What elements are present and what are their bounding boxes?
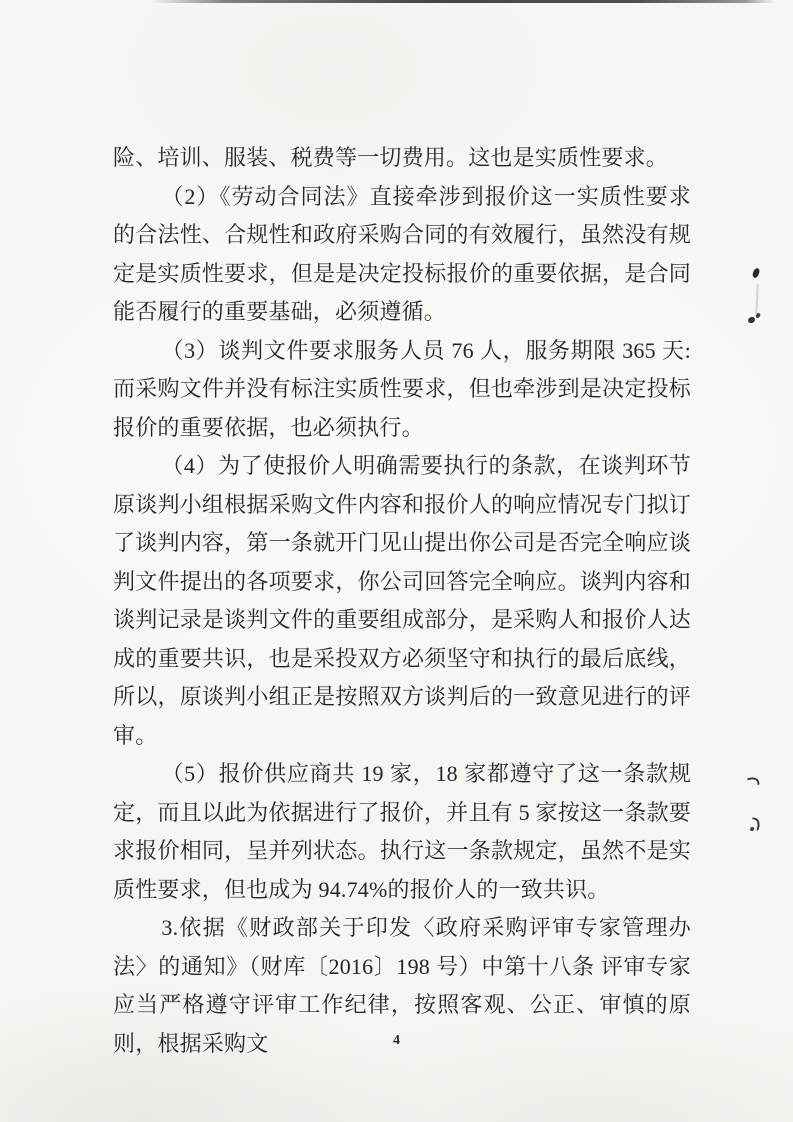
ink-mark-artifact <box>755 284 759 314</box>
ink-mark-artifact <box>748 316 756 323</box>
paragraph: （2）《劳动合同法》直接牵涉到报价这一实质性要求的合法性、合规性和政府采购合同的有效履行，虽然没有规定是实质性要求，但是是决定投标报价的重要依据，是合同能否履行的重要基础，必须遵循。 <box>113 183 691 324</box>
paragraph: 险、培训、服装、税费等一切费用。这也是实质性要求。 <box>113 145 669 170</box>
ink-mark-artifact <box>747 776 760 787</box>
ink-mark-artifact <box>752 267 761 278</box>
page-number: 4 <box>393 1033 400 1048</box>
document-body <box>113 139 691 1063</box>
paragraph: （5）报价供应商共 19 家，18 家都遵守了这一条款规定，而且以此为依据进行了报价，并且有 5 家按这一条款要求报价相同，呈并列状态。执行这一条款规定，虽然不是实质性要求，但也成为 94.74%的报价人的一致共识。 <box>113 761 691 902</box>
ink-mark-artifact <box>750 827 754 831</box>
paragraph: （3）谈判文件要求服务人员 76 人，服务期限 365 天:而采购文件并没有标注实质性要求，但也牵涉到是决定投标报价的重要依据，也必须执行。 <box>113 337 691 440</box>
ink-mark-artifact <box>750 817 762 831</box>
scan-edge-artifact <box>150 0 775 3</box>
paragraph: （4）为了使报价人明确需要执行的条款，在谈判环节原谈判小组根据采购文件内容和报价人的响应情况专门拟订了谈判内容，第一条就开门见山提出你公司是否完全响应谈判文件提出的各项要求，你公司回答完全响应。谈判内容和谈判记录是谈判文件的重要组成部分，是采购人和报价人达成的重要共识，也是采投双方必须坚守和执行的最后底线，所以，原谈判小组正是按照双方谈判后的一致意见进行的评审。 <box>113 453 691 748</box>
ink-mark-artifact <box>755 312 761 318</box>
paragraph: 3.依据《财政部关于印发〈政府采购评审专家管理办法〉的通知》（财库〔2016〕198 号）中第十八条 评审专家应当严格遵守评审工作纪律，按照客观、公正、审慎的原则，根据采购文 <box>113 915 691 1056</box>
